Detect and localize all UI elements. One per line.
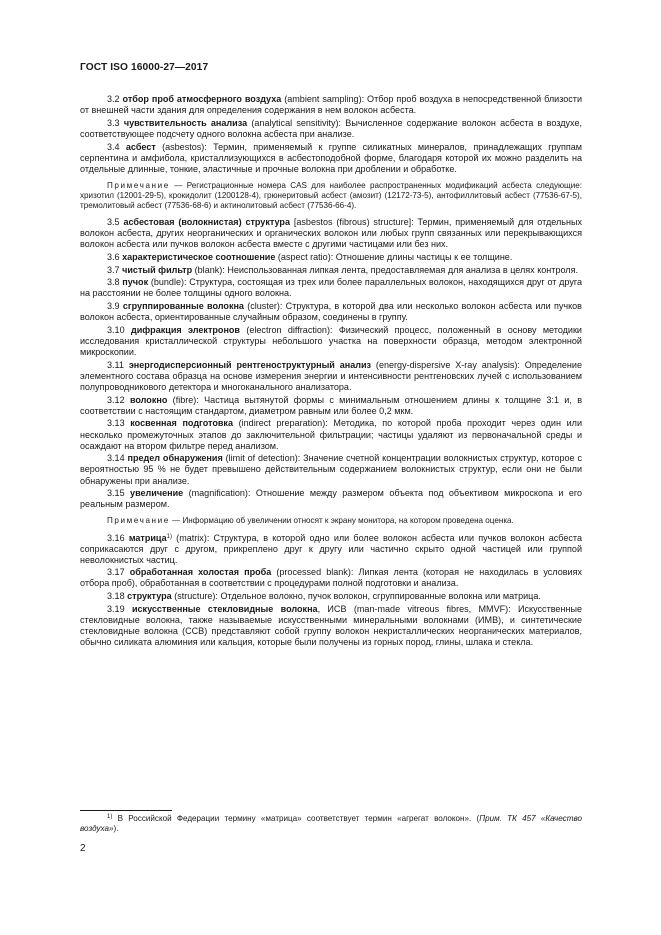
note-cas-numbers	[80, 181, 582, 211]
definition-3-9	[80, 301, 582, 323]
footnote-reference: Прим. ТК 457 «Качество воздуха»	[80, 814, 582, 834]
note-text: — Регистрационные номера CAS для наиболее распространенных модификаций асбеста следующие: хризотил (12001-29-5), крокидолит (1200128-4), грюнеритовый асбест (амозит) (12172-73-5), антофиллитовый асбест (77536-67-5), тремолитовый асбест (77536-68-6) и актинолитовый асбест (77536-66-4).	[80, 180, 582, 211]
definition-number: 3.13	[107, 418, 125, 429]
footnote	[80, 814, 582, 835]
definition-number: 3.17	[107, 567, 125, 578]
definition-text: (fibre): Частица вытянутой формы с минимальным отношением длины к толщине 3:1 и, в соответствии с настоящим стандартом, диаметром равным или более 0,2 мкм.	[80, 394, 582, 416]
definition-3-11	[80, 360, 582, 393]
definition-term: косвенная подготовка	[130, 418, 233, 429]
definition-3-3	[80, 118, 582, 140]
definition-term: предел обнаружения	[127, 453, 223, 464]
definition-text: [asbestos (fibrous) structure]: Термин, применяемый для отдельных волокон асбеста, других неорганических и органических волокон или любых групп связанных или перекрывающихся волокон асбеста или пучков волокон асбеста вместе с другими частицами или без них.	[80, 217, 582, 250]
definition-3-12	[80, 395, 582, 417]
definition-number: 3.16	[107, 532, 125, 543]
definition-text: (blank): Неиспользованная липкая лента, предоставляемая для анализа в целях контроля.	[192, 264, 578, 275]
definition-term: матрица	[128, 532, 167, 543]
definition-number: 3.3	[107, 117, 120, 128]
definition-number: 3.6	[107, 252, 120, 262]
footnote-divider	[80, 810, 172, 811]
definition-number: 3.19	[107, 603, 125, 614]
definition-3-6	[80, 252, 582, 263]
definition-number: 3.12	[107, 394, 125, 405]
definition-text: (matrix): Структура, в которой одно или более волокон асбеста или пучков волокон асбеста соприкасаются друг с другом, прикреплено друг к другу или частично скрыто одной частицей или группой неволокнистых частиц.	[80, 532, 582, 565]
definition-term: отбор проб атмосферного воздуха	[122, 94, 282, 104]
definition-term: асбест	[125, 141, 156, 152]
definition-3-4	[80, 142, 582, 175]
definition-term: искусственные стекловидные волокна	[131, 603, 318, 614]
note-label: Примечание	[107, 180, 170, 190]
definition-number: 3.7	[107, 264, 120, 275]
definition-text: (electron diffraction): Физический процесс, положенный в основу методики исследования кристаллической структуры небольшого участка на поверхности образца, методом электронной микроскопии.	[80, 324, 582, 358]
note-label: Примечание	[107, 516, 170, 526]
definition-text: (processed blank): Липкая лента (которая не находилась в условиях отбора проб), обработанная в соответствии с процедурами полной подготовки и анализа.	[80, 567, 583, 589]
definition-text: (cluster): Структура, в которой два или несколько волокон асбеста или пучков волокон асбеста, ориентированные случайным образом, соединены в группу.	[80, 301, 582, 323]
definition-term: пучок	[122, 277, 149, 288]
definition-term: характеристическое соотношение	[122, 252, 276, 262]
definition-term: энергодисперсионный рентгеноструктурный анализ	[128, 359, 372, 370]
definition-text: (structure): Отдельное волокно, пучок волокон, сгруппированные волокна или матрица.	[171, 591, 541, 602]
definition-term: структура	[127, 591, 172, 602]
definition-text: (magnification): Отношение между размером объекта под объективом микроскопа и его реальным размером.	[80, 488, 582, 510]
note-text: — Информацию об увеличении относят к экрану монитора, на котором проведена оценка.	[169, 516, 514, 526]
definition-3-10	[80, 325, 582, 358]
definition-number: 3.8	[107, 277, 120, 288]
definition-term: сгруппированные волокна	[122, 301, 244, 312]
definition-text: (bundle): Структура, состоящая из трех или более параллельных волокон, находящихся друг от друга на расстоянии не более толщины одного волокна.	[80, 277, 582, 299]
definition-number: 3.18	[107, 591, 125, 602]
definition-3-19	[80, 604, 582, 648]
definition-text: (indirect preparation): Методика, по которой проба проходит через один или несколько промежуточных этапов до заключительной фильтрации; частицы удаляют из первоначальной среды и осаждают на втором фильтре перед анализом.	[80, 418, 582, 451]
definition-3-14	[80, 453, 582, 486]
footnote-marker[interactable]: 1)	[166, 533, 172, 540]
definition-3-2	[80, 94, 582, 116]
definition-number: 3.14	[107, 453, 125, 464]
definition-number: 3.9	[107, 301, 120, 312]
definition-number: 3.11	[107, 359, 124, 370]
definition-number: 3.10	[107, 324, 125, 335]
page-number: 2	[80, 843, 86, 854]
definition-term: увеличение	[130, 488, 184, 499]
definition-3-8	[80, 277, 582, 299]
footnote-text: В Российской Федерации термину «матрица» соответствует термин «агрегат волокон». (	[112, 814, 480, 823]
definition-term: чистый фильтр	[122, 264, 193, 275]
definition-text: (energy-dispersive X-ray analysis): Определение элементного состава образца на основе измерения энергии и интенсивности рентгеновских лучей с использованием полупроводникового детектора и многоканального анализатора.	[80, 359, 582, 392]
definition-term: обработанная холостая проба	[129, 567, 272, 578]
definition-number: 3.5	[107, 217, 120, 228]
definition-text: (limit of detection): Значение счетной концентрации волокнистых структур, которое с вероятностью 95 % не будет превышено действительным содержанием волокнистых структур, если они не были обнаружены при анализе.	[80, 453, 582, 486]
definition-number: 3.4	[107, 141, 120, 152]
definition-text: (asbestos): Термин, применяемый к группе силикатных минералов, принадлежащих группам серпентина и амфибола, кристаллизующихся в асбестоподобной форме, благодаря которой их можно разделить на отдельные длинные, тонкие, эластичные и прочные волокна при дроблении и обработке.	[80, 141, 583, 174]
document-body	[80, 94, 582, 650]
definition-term: чувствительность анализа	[123, 117, 248, 128]
definition-term: асбестовая (волокнистая) структура	[123, 217, 290, 228]
footnote-marker: 1)	[107, 814, 113, 820]
definition-text: (ambient sampling): Отбор проб воздуха в непосредственной близости от внешней части здания для определения содержания в нем волокон асбеста.	[80, 94, 583, 116]
definition-number: 3.2	[107, 94, 120, 104]
definition-text: , ИСВ (man-made vitreous fibres, MMVF): Искусственные стекловидные волокна, также называемые искусственными минеральными волокнами (ИМВ), и синтетические стекловидные волокна (ССВ) представляют собой группу волокон некристаллических неорганических материалов, обычно силиката алюминия или кальция, которые были получены из горных пород, глины, шлака и стекла.	[80, 603, 582, 648]
note-magnification	[80, 516, 582, 526]
definition-term: волокно	[129, 394, 168, 405]
definition-3-7	[80, 265, 582, 276]
definition-3-15	[80, 488, 582, 510]
definition-text: (aspect ratio): Отношение длины частицы к ее толщине.	[275, 252, 513, 262]
definition-term: дифракция электронов	[130, 324, 240, 335]
document-header: ГОСТ ISO 16000-27—2017	[80, 62, 209, 73]
definition-3-5	[80, 217, 582, 250]
definition-3-16	[80, 533, 582, 566]
definition-text: (analytical sensitivity): Вычисленное содержание волокон асбеста в воздухе, соответствующее подсчету одного волокна асбеста при анализе.	[80, 117, 582, 139]
definition-3-13	[80, 418, 582, 451]
definition-3-18	[80, 591, 582, 602]
footnote-end: ).	[113, 824, 119, 834]
definition-3-17	[80, 567, 582, 589]
definition-number: 3.15	[107, 488, 125, 499]
